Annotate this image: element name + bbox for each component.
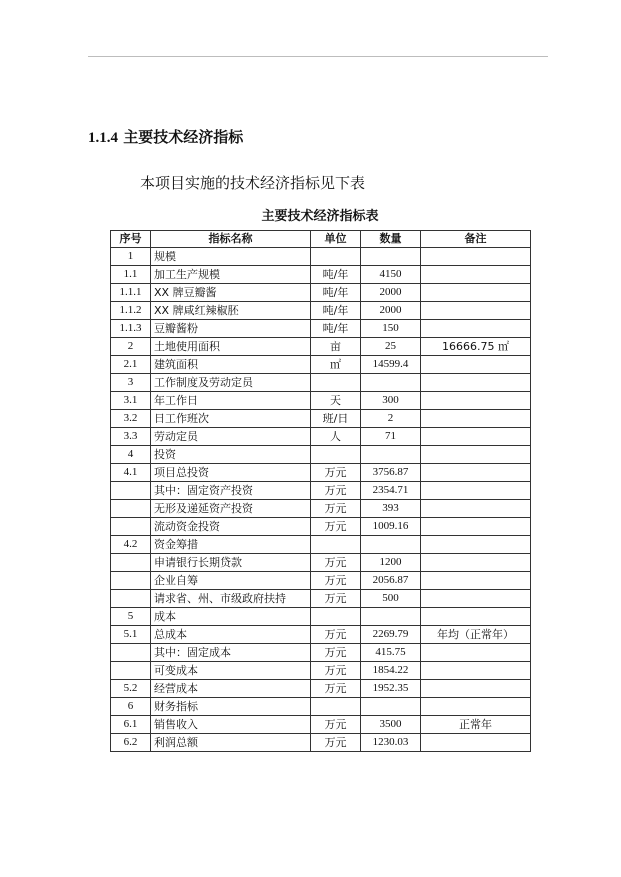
cell-seq [111, 590, 151, 608]
cell-qty [361, 374, 421, 392]
cell-unit [311, 374, 361, 392]
cell-name: 豆瓣酱粉 [151, 320, 311, 338]
table-row [111, 392, 531, 410]
intro-paragraph: 本项目实施的技术经济指标见下表 [140, 174, 366, 192]
table-row [111, 284, 531, 302]
table-row [111, 482, 531, 500]
cell-seq [111, 662, 151, 680]
cell-name: 建筑面积 [151, 356, 311, 374]
cell-name: 经营成本 [151, 680, 311, 698]
cell-unit: 万元 [311, 464, 361, 482]
cell-unit: 人 [311, 428, 361, 446]
cell-qty: 2 [361, 410, 421, 428]
cell-qty: 4150 [361, 266, 421, 284]
cell-note [421, 392, 531, 410]
cell-name: 申请银行长期贷款 [151, 554, 311, 572]
cell-note [421, 590, 531, 608]
cell-note [421, 482, 531, 500]
table-row [111, 302, 531, 320]
table-row [111, 734, 531, 752]
cell-unit: 万元 [311, 626, 361, 644]
cell-seq: 5.1 [111, 626, 151, 644]
cell-unit: 万元 [311, 482, 361, 500]
table-row [111, 500, 531, 518]
cell-name: 财务指标 [151, 698, 311, 716]
cell-unit: 万元 [311, 680, 361, 698]
cell-name: 利润总额 [151, 734, 311, 752]
table-title: 主要技术经济指标表 [261, 209, 379, 224]
table-row [111, 554, 531, 572]
cell-seq: 3 [111, 374, 151, 392]
cell-seq [111, 644, 151, 662]
header-qty: 数量 [361, 231, 421, 248]
cell-qty: 1854.22 [361, 662, 421, 680]
cell-qty [361, 608, 421, 626]
cell-seq: 1.1.2 [111, 302, 151, 320]
cell-seq: 1 [111, 248, 151, 266]
cell-qty: 3756.87 [361, 464, 421, 482]
table-row [111, 644, 531, 662]
cell-note [421, 464, 531, 482]
cell-note [421, 518, 531, 536]
cell-seq [111, 554, 151, 572]
cell-name: 销售收入 [151, 716, 311, 734]
cell-name: 成本 [151, 608, 311, 626]
cell-seq: 6 [111, 698, 151, 716]
cell-seq: 1.1.1 [111, 284, 151, 302]
table-row [111, 410, 531, 428]
cell-seq: 6.1 [111, 716, 151, 734]
cell-seq: 5 [111, 608, 151, 626]
cell-qty: 71 [361, 428, 421, 446]
cell-note [421, 320, 531, 338]
cell-qty: 2000 [361, 302, 421, 320]
cell-note [421, 572, 531, 590]
cell-qty: 1200 [361, 554, 421, 572]
cell-seq [111, 482, 151, 500]
cell-note [421, 644, 531, 662]
table-row [111, 356, 531, 374]
table-row [111, 572, 531, 590]
cell-name: 企业自筹 [151, 572, 311, 590]
table-row [111, 626, 531, 644]
table-row [111, 590, 531, 608]
cell-name: 工作制度及劳动定员 [151, 374, 311, 392]
cell-unit: 万元 [311, 572, 361, 590]
cell-seq: 2 [111, 338, 151, 356]
table-row [111, 464, 531, 482]
cell-unit: 万元 [311, 518, 361, 536]
cell-unit: 天 [311, 392, 361, 410]
table-row [111, 446, 531, 464]
cell-note [421, 554, 531, 572]
cell-name: 劳动定员 [151, 428, 311, 446]
cell-seq [111, 572, 151, 590]
table-body [111, 248, 531, 752]
cell-note: 年均（正常年） [421, 626, 531, 644]
cell-name: 请求省、州、市级政府扶持 [151, 590, 311, 608]
cell-name: 日工作班次 [151, 410, 311, 428]
table-row [111, 248, 531, 266]
cell-note [421, 266, 531, 284]
table-row [111, 680, 531, 698]
cell-note: 16666.75 ㎡ [421, 338, 531, 356]
cell-note [421, 680, 531, 698]
cell-seq [111, 518, 151, 536]
cell-unit: 万元 [311, 644, 361, 662]
cell-qty: 1952.35 [361, 680, 421, 698]
cell-unit: 吨/年 [311, 302, 361, 320]
cell-name: 土地使用面积 [151, 338, 311, 356]
cell-unit [311, 248, 361, 266]
table-row [111, 266, 531, 284]
cell-unit [311, 698, 361, 716]
cell-note [421, 302, 531, 320]
cell-note [421, 734, 531, 752]
cell-name: 资金筹措 [151, 536, 311, 554]
cell-seq: 1.1 [111, 266, 151, 284]
table-row [111, 428, 531, 446]
table-row [111, 536, 531, 554]
cell-unit [311, 608, 361, 626]
cell-qty: 25 [361, 338, 421, 356]
cell-name: 总成本 [151, 626, 311, 644]
section-number: 1.1.4 [88, 130, 118, 146]
table-row [111, 698, 531, 716]
cell-qty [361, 248, 421, 266]
cell-name: 其中：固定成本 [151, 644, 311, 662]
cell-unit: 万元 [311, 734, 361, 752]
cell-seq: 3.3 [111, 428, 151, 446]
header-rule [88, 56, 548, 57]
cell-qty: 1009.16 [361, 518, 421, 536]
cell-note [421, 446, 531, 464]
table-row [111, 374, 531, 392]
table-row [111, 662, 531, 680]
table-row [111, 320, 531, 338]
cell-seq: 6.2 [111, 734, 151, 752]
header-note: 备注 [421, 231, 531, 248]
cell-seq [111, 500, 151, 518]
cell-qty: 300 [361, 392, 421, 410]
cell-qty: 2269.79 [361, 626, 421, 644]
cell-unit: 万元 [311, 662, 361, 680]
cell-seq: 3.2 [111, 410, 151, 428]
cell-seq: 2.1 [111, 356, 151, 374]
indicator-table [110, 230, 531, 752]
cell-unit: 吨/年 [311, 320, 361, 338]
section-title: 主要技术经济指标 [123, 128, 244, 146]
cell-qty: 1230.03 [361, 734, 421, 752]
cell-qty: 2354.71 [361, 482, 421, 500]
cell-qty: 150 [361, 320, 421, 338]
cell-note [421, 374, 531, 392]
cell-unit: 吨/年 [311, 284, 361, 302]
cell-qty [361, 446, 421, 464]
cell-qty: 500 [361, 590, 421, 608]
cell-unit [311, 536, 361, 554]
cell-note [421, 500, 531, 518]
cell-qty [361, 698, 421, 716]
cell-note [421, 608, 531, 626]
cell-seq: 5.2 [111, 680, 151, 698]
cell-name: 流动资金投资 [151, 518, 311, 536]
cell-name: 其中：固定资产投资 [151, 482, 311, 500]
cell-qty: 3500 [361, 716, 421, 734]
cell-seq: 3.1 [111, 392, 151, 410]
cell-name: 年工作日 [151, 392, 311, 410]
cell-note [421, 248, 531, 266]
table-row [111, 716, 531, 734]
cell-name: 可变成本 [151, 662, 311, 680]
cell-name: XX 牌咸红辣椒胚 [151, 302, 311, 320]
cell-name: 投资 [151, 446, 311, 464]
cell-unit: 吨/年 [311, 266, 361, 284]
cell-seq: 4.2 [111, 536, 151, 554]
cell-unit: 万元 [311, 554, 361, 572]
cell-name: 规模 [151, 248, 311, 266]
table-row [111, 518, 531, 536]
table-header-row [111, 231, 531, 248]
cell-note [421, 284, 531, 302]
header-unit: 单位 [311, 231, 361, 248]
cell-unit [311, 446, 361, 464]
cell-qty: 14599.4 [361, 356, 421, 374]
cell-unit: 万元 [311, 590, 361, 608]
header-name: 指标名称 [151, 231, 311, 248]
cell-name: 项目总投资 [151, 464, 311, 482]
cell-name: XX 牌豆瓣酱 [151, 284, 311, 302]
header-seq: 序号 [111, 231, 151, 248]
cell-unit: 班/日 [311, 410, 361, 428]
cell-unit: 亩 [311, 338, 361, 356]
cell-note [421, 698, 531, 716]
cell-note: 正常年 [421, 716, 531, 734]
cell-note [421, 410, 531, 428]
cell-note [421, 662, 531, 680]
cell-qty: 415.75 [361, 644, 421, 662]
table-row [111, 608, 531, 626]
cell-qty [361, 536, 421, 554]
cell-note [421, 356, 531, 374]
cell-qty: 2000 [361, 284, 421, 302]
cell-unit: ㎡ [311, 356, 361, 374]
cell-unit: 万元 [311, 716, 361, 734]
cell-seq: 4 [111, 446, 151, 464]
cell-qty: 393 [361, 500, 421, 518]
cell-note [421, 428, 531, 446]
cell-name: 加工生产规模 [151, 266, 311, 284]
cell-unit: 万元 [311, 500, 361, 518]
cell-note [421, 536, 531, 554]
cell-seq: 1.1.3 [111, 320, 151, 338]
table-row [111, 338, 531, 356]
cell-qty: 2056.87 [361, 572, 421, 590]
section-heading [88, 126, 243, 147]
cell-seq: 4.1 [111, 464, 151, 482]
cell-name: 无形及递延资产投资 [151, 500, 311, 518]
